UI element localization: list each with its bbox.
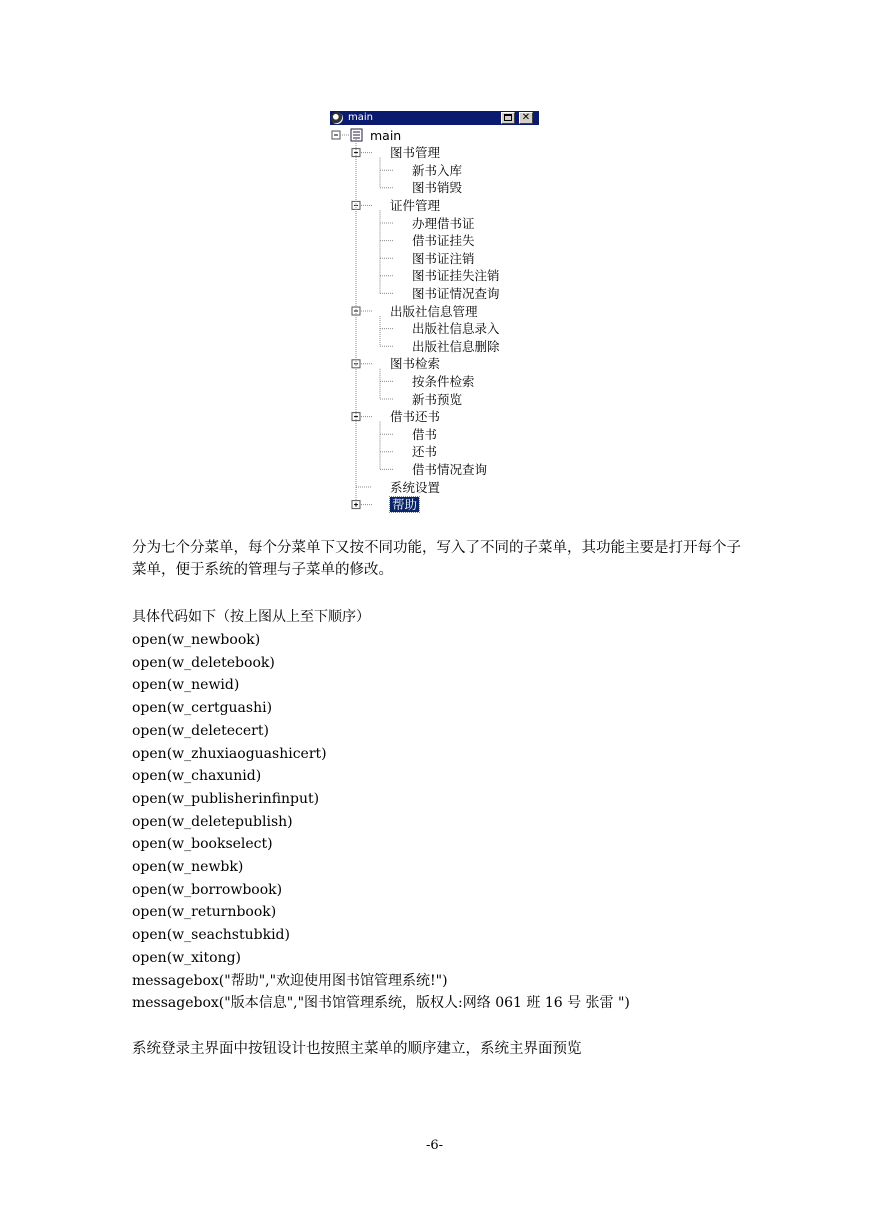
- tree-node[interactable]: [412, 373, 475, 390]
- tree-node-label: 借书还书: [390, 409, 441, 425]
- code-line: open(w_newbook): [132, 632, 261, 648]
- tree-node-label: 新书入库: [412, 162, 463, 178]
- tree-node-label: 出版社信息管理: [390, 303, 478, 319]
- tree-node-label: 借书情况查询: [412, 461, 488, 477]
- code-line: open(w_newid): [132, 677, 240, 694]
- code-line: messagebox("帮助","欢迎使用图书馆管理系统!"): [132, 972, 448, 989]
- tree-node-label: 图书证情况查询: [412, 285, 500, 301]
- tree-node-label: 证件管理: [390, 197, 441, 213]
- tree-node-label: 还书: [412, 444, 438, 460]
- tree-node[interactable]: [390, 303, 478, 320]
- tree-node-label: 借书证挂失: [412, 233, 475, 249]
- tree-root-toggle-icon[interactable]: [332, 131, 340, 139]
- intro-paragraph: 分为七个分菜单，每个分菜单下又按不同功能，写入了不同的子菜单，其功能主要是打开每个子菜单，便于系统的管理与子菜单的修改。: [132, 540, 741, 578]
- code-line: open(w_returnbook): [132, 904, 277, 921]
- window-title: main: [348, 112, 373, 123]
- tree-node[interactable]: [390, 479, 440, 496]
- code-heading: 具体代码如下（按上图从上至下顺序）: [132, 609, 370, 625]
- tree-node[interactable]: [412, 461, 487, 478]
- app-icon: [331, 112, 343, 124]
- tree-node-label: 帮助: [392, 497, 418, 513]
- code-line: open(w_zhuxiaoguashicert): [132, 745, 327, 762]
- tree-node[interactable]: [390, 197, 440, 214]
- tree-node[interactable]: [412, 179, 462, 196]
- tree-node[interactable]: [390, 355, 440, 372]
- tree-node[interactable]: [412, 443, 437, 460]
- tree-node[interactable]: [412, 426, 437, 443]
- code-line: open(w_newbk): [132, 859, 244, 875]
- tree-expander-icon[interactable]: [352, 501, 360, 509]
- code-line: open(w_chaxunid): [132, 768, 262, 785]
- tree-node[interactable]: [390, 408, 440, 425]
- code-line: messagebox("版本信息","图书馆管理系统，版权人:网络 061 班 16 号 张雷 "): [132, 995, 630, 1012]
- window-titlebar: [330, 111, 539, 125]
- code-line: open(w_deletepublish): [132, 813, 293, 830]
- code-line: open(w_deletecert): [132, 722, 269, 739]
- menu-tree-screenshot: [330, 111, 540, 514]
- tree-node-label: 新书预览: [412, 391, 463, 407]
- tree-node-label: 借书: [412, 426, 438, 442]
- menu-tree: [330, 111, 540, 514]
- tree-node[interactable]: [412, 320, 500, 337]
- close-button[interactable]: ✕: [519, 112, 533, 124]
- tree-node-label: 出版社信息录入: [412, 321, 500, 337]
- code-line: open(w_certguashi): [132, 700, 273, 717]
- tree-node[interactable]: [390, 496, 419, 513]
- tree-node[interactable]: [390, 144, 440, 161]
- tree-node[interactable]: [412, 267, 500, 284]
- code-line: open(w_publisherinfinput): [132, 790, 320, 807]
- maximize-button[interactable]: [501, 112, 515, 124]
- tree-node-label: main: [370, 127, 402, 143]
- tree-node-label: 图书管理: [390, 145, 441, 161]
- tree-node-label: 图书检索: [390, 356, 441, 372]
- tree-node-label: 按条件检索: [412, 373, 475, 389]
- tree-node[interactable]: [412, 391, 462, 408]
- tree-node[interactable]: [412, 285, 500, 302]
- tree-node-label: 办理借书证: [412, 215, 475, 231]
- tree-node[interactable]: [370, 127, 401, 144]
- page-number: -6-: [425, 1138, 444, 1153]
- tree-node-label: 图书销毁: [412, 180, 463, 196]
- code-line: open(w_deletebook): [132, 654, 275, 671]
- code-line: open(w_seachstubkid): [132, 927, 290, 944]
- tree-node-label: 系统设置: [390, 479, 441, 495]
- tree-node-label: 出版社信息删除: [412, 338, 500, 354]
- tree-node[interactable]: [412, 250, 475, 267]
- tree-node[interactable]: [412, 338, 500, 355]
- code-line: open(w_bookselect): [132, 836, 273, 853]
- tree-node[interactable]: [412, 162, 462, 179]
- tree-node-label: 图书证挂失注销: [412, 268, 500, 284]
- code-line: open(w_xitong): [132, 949, 242, 966]
- tree-node[interactable]: [412, 232, 475, 249]
- code-line: open(w_borrowbook): [132, 881, 283, 898]
- tree-node[interactable]: [412, 215, 475, 232]
- closing-paragraph: 系统登录主界面中按钮设计也按照主菜单的顺序建立，系统主界面预览: [132, 1041, 582, 1057]
- tree-node-label: 图书证注销: [412, 250, 475, 266]
